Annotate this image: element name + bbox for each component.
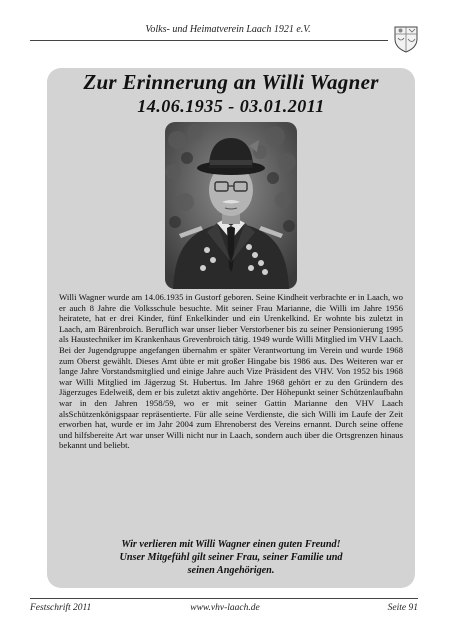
closing-line: seinen Angehörigen.: [187, 565, 275, 576]
portrait-photo: [165, 122, 297, 289]
coat-of-arms-icon: [393, 25, 419, 53]
footer-divider: [30, 598, 418, 599]
memorial-title: Zur Erinnerung an Willi Wagner: [83, 70, 379, 94]
life-dates: 14.06.1935 - 03.01.2011: [137, 96, 325, 116]
page-number: Seite 91: [387, 603, 418, 613]
footer-website-link[interactable]: www.vhv-laach.de: [190, 603, 260, 613]
header-title: Volks- und Heimatverein Laach 1921 e.V.: [145, 24, 311, 35]
closing-statement: [59, 538, 403, 577]
closing-line: Unser Mitgefühl gilt seiner Frau, seiner Familie und: [119, 552, 343, 563]
header-divider: [30, 40, 388, 41]
biography-text: Willi Wagner wurde am 14.06.1935 in Gustorf geboren. Seine Kindheit verbrachte er in Laach, wo er auch 8 Jahre die Volksschule besuchte. Mit seiner Frau Marianne, die Willi im Jahre 1956 heiratete, hat er drei Kinder, fünf Enkelkinder und ein Urenkelkind. Er wohnte bis zuletzt in Laach, am Bärenbroich. Beruflich war unser lieber Verstorbener bis zu seiner Pensionierung 1995 als Haustechniker im Krankenhaus Grevenbroich tätig. 1949 wurde Willi Mitglied im VHV Laach. Bei der Jugendgruppe angefangen übernahm er später Verantwortung im Verein und wurde 1968 zum Oberst gewählt. Dieses Amt übte er mit großer Hingabe bis 1986 aus. Des Weiteren war er lange Jahre Vorstandsmitglied und einige Jahre auch Vize Präsident des VHV. Von 1952 bis 1968 war Willi Mitglied im Jägerzug St. Hubertus. Im Jahre 1968 gehört er zu den Gründern des Jägerzuges Edelweiß, dem er bis zuletzt aktiv angehörte. Der Höhepunkt seiner Schützenlaufbahn war in den Jahren 1958/59, wo er mit seiner Gattin Marianne den VHV Laach alsSchützenkönigspaar repräsentierte. Für alle seine Verdienste, die sich Willi im Laufe der Zeit erworben hat, wurde er im Jahr 2004 zum Ehrenoberst des Vereins ernannt. Durch seine offene und hilfsbereite Art war unser Willi nicht nur in Laach, sondern auch über die Ortsgrenzen hinaus bekannt und beliebt.: [59, 292, 403, 451]
closing-line: Wir verlieren mit Willi Wagner einen guten Freund!: [121, 539, 341, 550]
footer-publication: Festschrift 2011: [30, 603, 92, 613]
